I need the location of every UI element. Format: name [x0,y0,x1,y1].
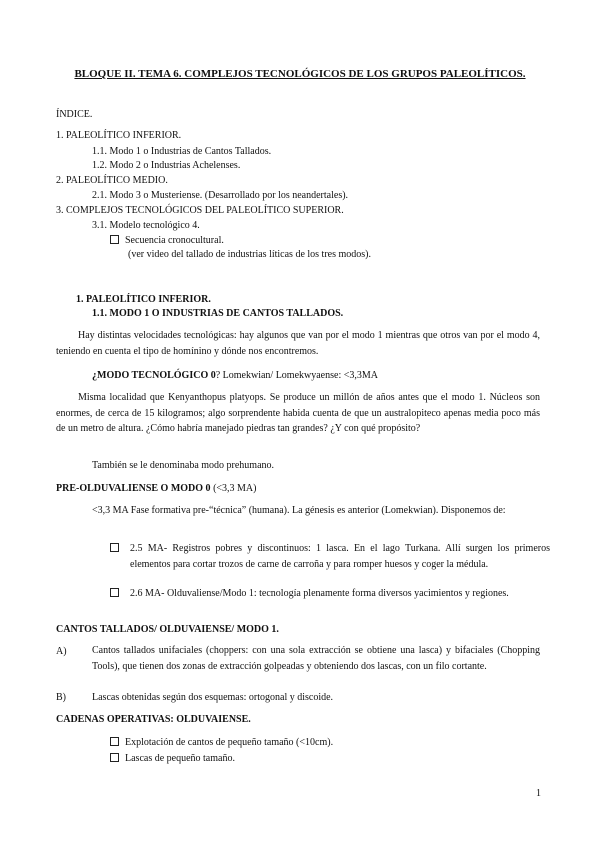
checkbox-bullet-icon [110,543,119,552]
question-rest: ? Lomekwian/ Lomekwyaense: <3,3MA [215,370,378,381]
checkbox-bullet-icon [110,753,119,762]
index-item: 3. COMPLEJOS TECNOLÓGICOS DEL PALEOLÍTICO SUPERIOR. [56,205,344,216]
index-heading: ÍNDICE. [56,109,93,120]
index-item: 1. PALEOLÍTICO INFERIOR. [56,130,182,141]
section-heading: 1. PALEOLÍTICO INFERIOR. [76,294,211,305]
section-heading: CANTOS TALLADOS/ OLDUVAIENSE/ MODO 1. [56,624,279,635]
index-item: (ver video del tallado de industrias líticas de los tres modos). [128,249,371,260]
index-item: 1.2. Modo 2 o Industrias Achelenses. [92,160,241,171]
checkbox-bullet-icon [110,737,119,746]
list-text: Cantos tallados unifaciales (choppers: con una sola extracción se obtiene una lasca) y bifaciales (Chopping Tools), que tienen dos zonas de extracción golpeadas y obteniendo dos lascas, con un filo cortante. [92,645,540,672]
bullet-text: Lascas de pequeño tamaño. [125,753,235,764]
section-subheading: 1.1. MODO 1 O INDUSTRIAS DE CANTOS TALLADOS. [92,308,344,319]
bullet-text: Explotación de cantos de pequeño tamaño (<10cm). [125,737,334,748]
list-letter: B) [56,692,66,703]
bullet-text: 2.6 MA- Olduvaliense/Modo 1: tecnología plenamente forma diversos yacimientos y regiones. [130,588,509,599]
bullet-text: 2.5 MA- Registros pobres y discontinuos: 1 lasca. En el lago Turkana. Allí surgen los primeros elementos para cortar trozos de carne de carroña y para romper huesos y coger la médula. [130,543,550,570]
list-letter: A) [56,646,67,657]
index-item-label: Secuencia cronocultural. [125,235,224,246]
section-heading [56,482,256,495]
index-item: 3.1. Modelo tecnológico 4. [92,220,200,231]
document-title: BLOQUE II. TEMA 6. COMPLEJOS TECNOLÓGICOS DE LOS GRUPOS PALEOLÍTICOS. [74,68,526,80]
checkbox-bullet-icon [110,588,119,597]
paragraph: <3,3 MA Fase formativa pre-“técnica” (humana). La génesis es anterior (Lomekwian). Disponemos de: [92,505,506,516]
question-bold: ¿MODO TECNOLÓGICO 0 [92,370,216,381]
question-line [92,369,378,382]
paragraph: También se le denominaba modo prehumano. [92,460,275,471]
paragraph: Misma localidad que Kenyanthopus platyops. Se produce un millón de años antes que el modo 1. Núcleos son enormes, de cerca de 15 kilogramos; algo sorprendente habida cuenta de que un australopiteco apenas media poco más de un metro de altura. ¿Cómo habría manejado piedras tan grandes? ¿Y con qué propósito? [56,392,540,434]
index-item: 2.1. Modo 3 o Musteriense. (Desarrollado por los neandertales). [92,190,349,201]
list-text: Lascas obtenidas según dos esquemas: ortogonal y discoide. [92,692,334,703]
bullet-item [110,752,235,765]
index-item: 2. PALEOLÍTICO MEDIO. [56,175,168,186]
heading-bold: PRE-OLDUVALIENSE O MODO 0 [56,483,211,494]
section-heading: CADENAS OPERATIVAS: OLDUVAIENSE. [56,714,251,725]
heading-rest: (<3,3 MA) [210,483,257,494]
index-item: 1.1. Modo 1 o Industrias de Cantos Tallados. [92,146,272,157]
page-number: 1 [536,788,541,799]
checkbox-bullet-icon [110,235,119,244]
index-item [110,234,224,247]
paragraph: Hay distintas velocidades tecnológicas: hay algunos que van por el modo 1 mientras que otros van por el modo 4, teniendo en cuenta el tipo de homínino y dónde nos encontremos. [56,330,540,357]
bullet-item [110,736,333,749]
